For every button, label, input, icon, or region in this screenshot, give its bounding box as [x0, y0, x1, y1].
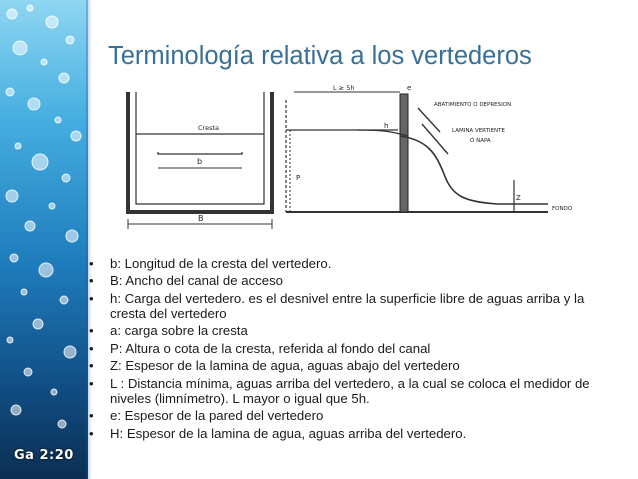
label-P: P — [296, 174, 301, 182]
list-item: • b: Longitud de la cresta del vertedero. — [88, 256, 608, 271]
list-item: • h: Carga del vertedero. es el desnivel entre la superficie libre de aguas arriba y la cresta del vertedero — [88, 291, 608, 321]
label-h: h — [384, 122, 389, 130]
list-item: • a: carga sobre la cresta — [88, 323, 608, 338]
label-napa: Ó NAPA — [470, 138, 491, 144]
weir-wall — [400, 94, 408, 212]
pointer-abatimiento — [418, 108, 440, 132]
list-item: • H: Espesor de la lamina de agua, aguas arriba del vertedero. — [88, 426, 608, 441]
weir-crest-notch — [158, 152, 242, 154]
list-item: • Z: Espesor de la lamina de agua, aguas abajo del vertedero — [88, 358, 608, 373]
list-item: • B: Ancho del canal de acceso — [88, 273, 608, 288]
pointer-lamina — [422, 124, 448, 154]
label-lamina: LAMINA VERTIENTE — [452, 128, 506, 134]
nappe-curve — [400, 136, 548, 204]
label-Z: Z — [516, 194, 521, 202]
list-item: • L : Distancia mínima, aguas arriba del vertedero, a la cual se coloca el medidor de niveles (limnímetro). L mayor o igual que 5h. — [88, 376, 608, 406]
water-bubbles-decoration — [0, 0, 88, 479]
label-fondo: FONDO — [552, 206, 573, 212]
label-B: B — [198, 214, 204, 223]
terminology-list — [88, 256, 608, 443]
list-item: • e: Espesor de la pared del vertedero — [88, 408, 608, 423]
label-b: b — [197, 157, 203, 166]
bubbles-graphic — [0, 0, 88, 479]
label-abatimiento: ABATIMIENTO O DEPRESION — [434, 102, 512, 108]
label-L: L ≥ 5h — [333, 84, 355, 92]
page-title: Terminología relativa a los vertederos — [108, 42, 532, 70]
weir-diagram — [118, 84, 578, 252]
corner-label: Ga 2:20 — [14, 448, 74, 463]
list-item: • P: Altura o cota de la cresta, referida al fondo del canal — [88, 341, 608, 356]
channel-cross-section — [128, 92, 272, 212]
label-cresta: Cresta — [198, 124, 219, 132]
channel-inner-wall — [136, 92, 264, 204]
label-e: e — [407, 84, 412, 92]
